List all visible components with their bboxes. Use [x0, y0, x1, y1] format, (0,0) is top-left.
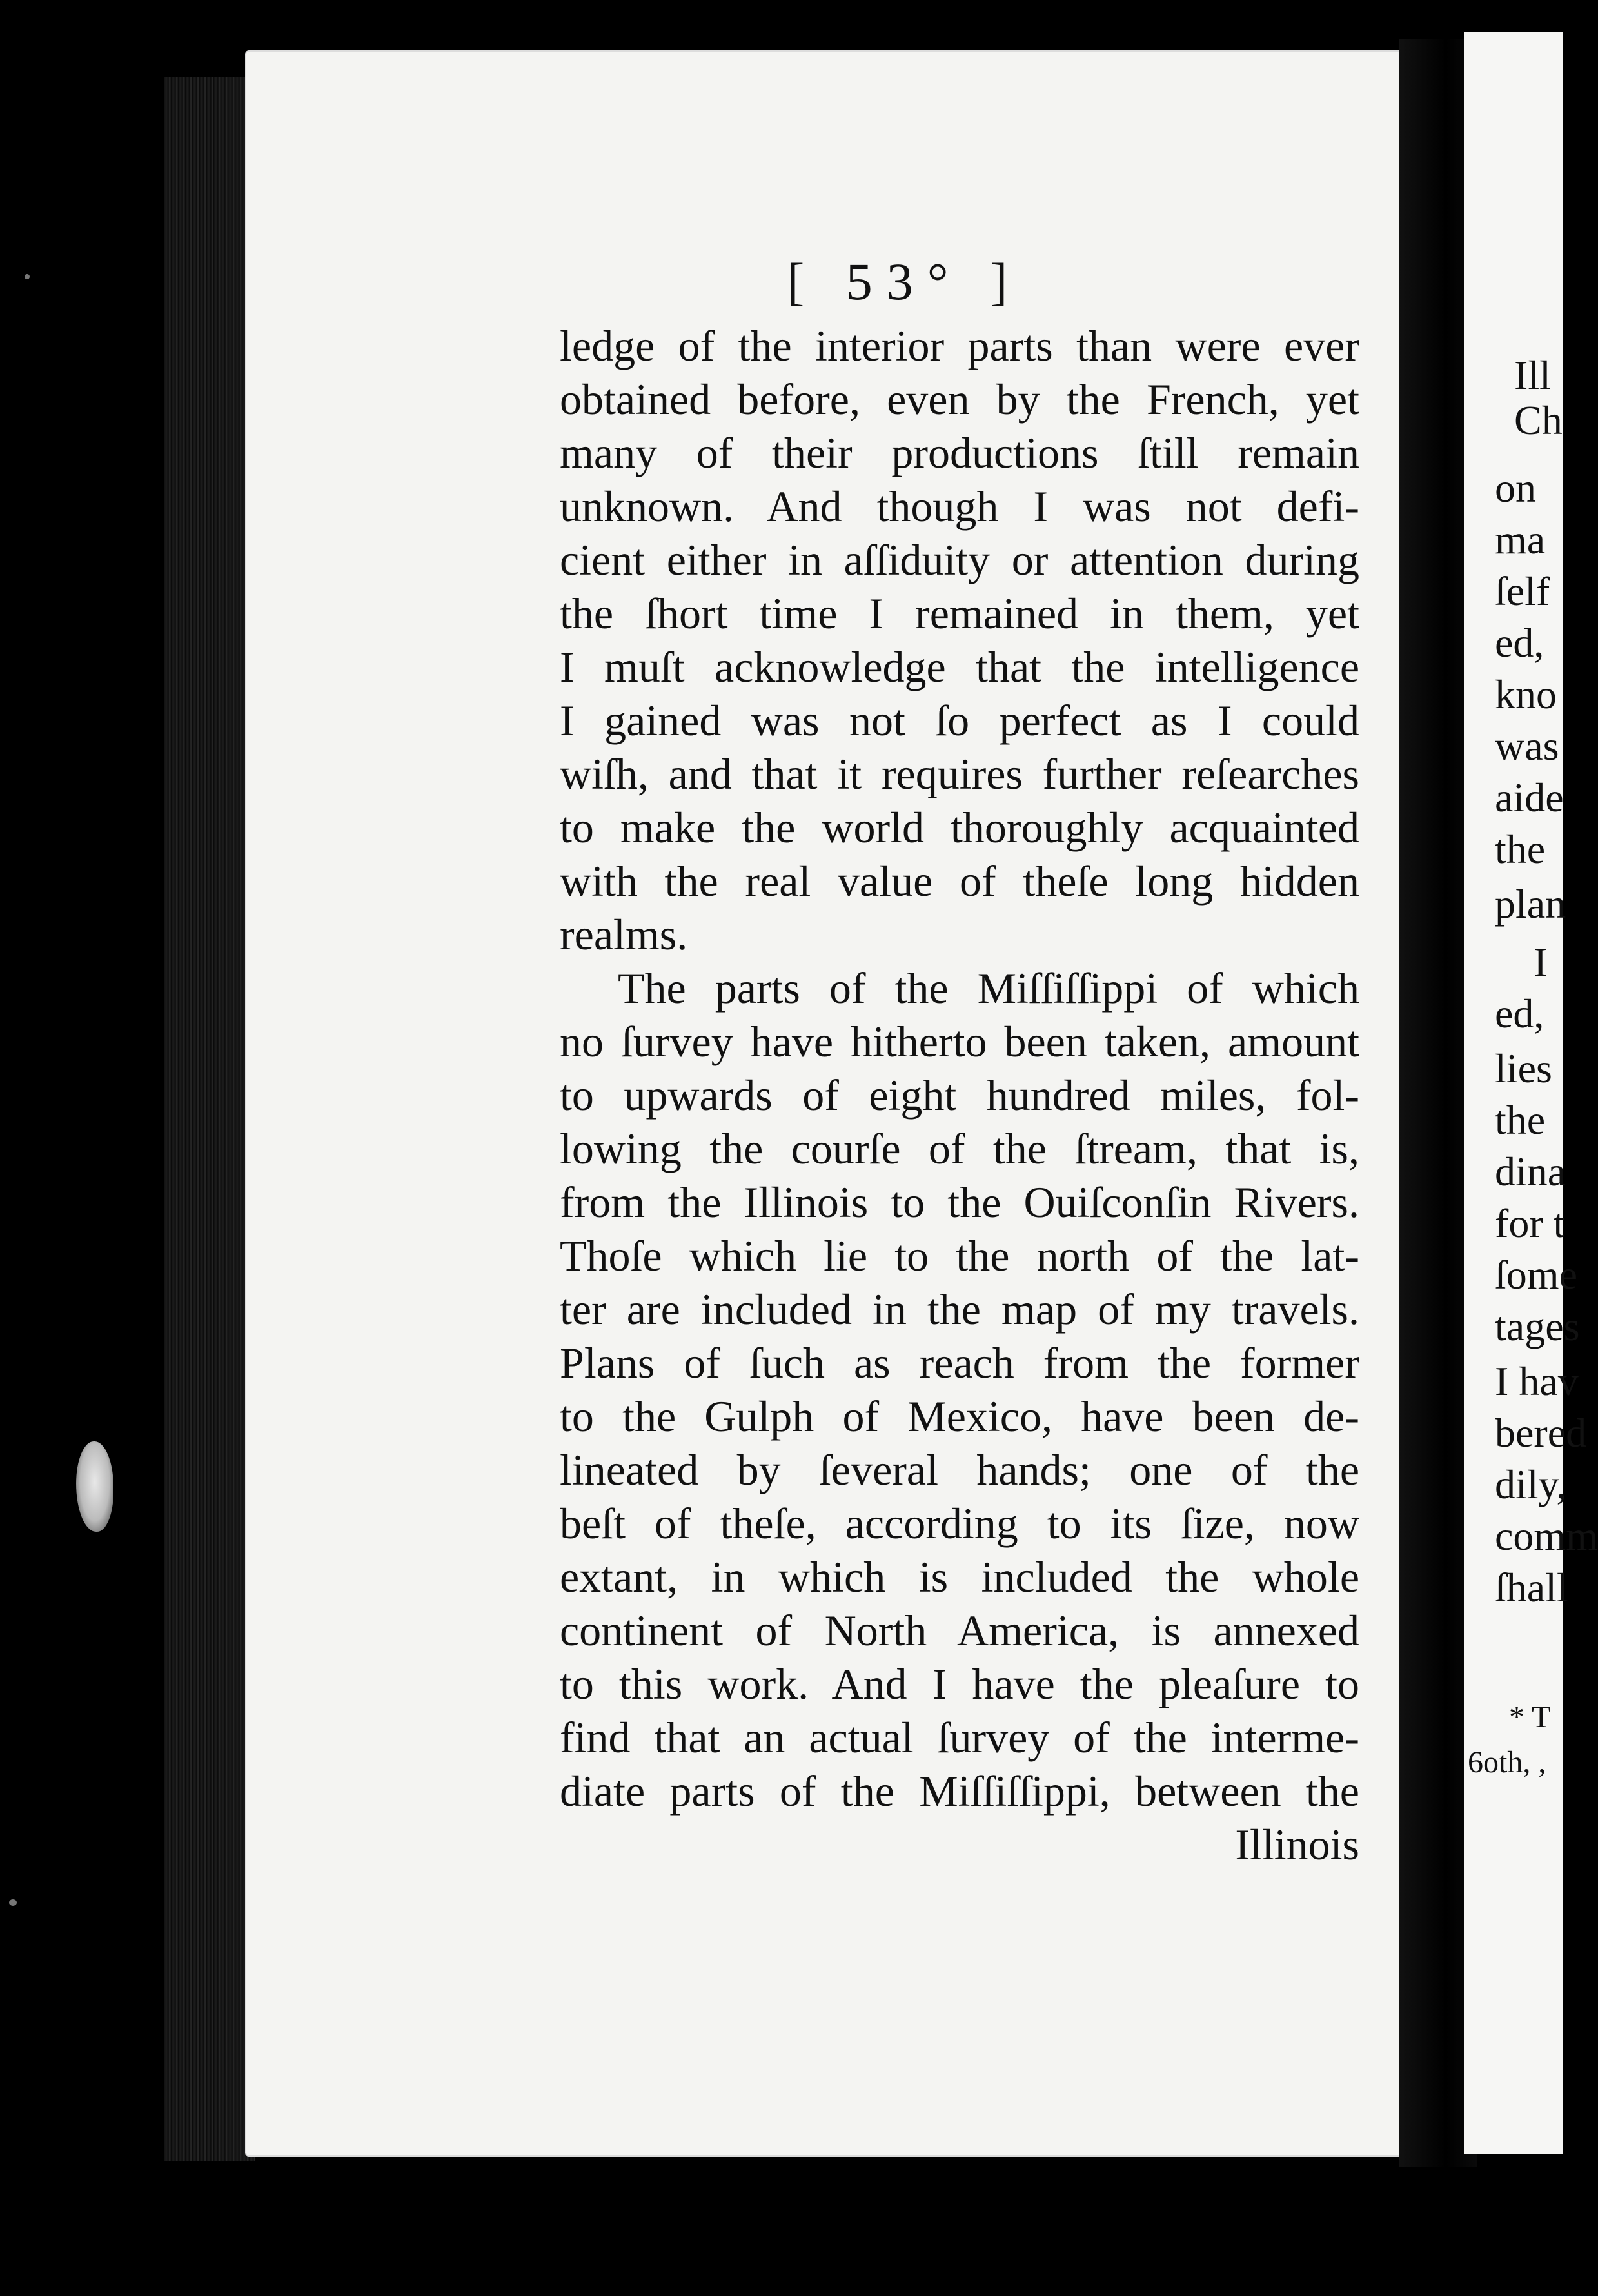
right-page-fragment: ed,: [1495, 620, 1544, 666]
text-line: with the real value of theſe long hidden: [560, 856, 1359, 906]
text-line: from the Illinois to the Ouiſconſin Rivers.: [560, 1178, 1359, 1227]
right-page-fragment: on: [1495, 465, 1536, 511]
text-line: I muſt acknowledge that the intelligence: [560, 642, 1359, 691]
text-line: diate parts of the Miſſiſſippi, between the: [560, 1767, 1359, 1816]
right-page-fragment: dina: [1495, 1149, 1566, 1194]
text-line: realms.: [560, 910, 688, 959]
right-page-fragment: ſelf: [1495, 568, 1550, 614]
text-line: Plans of ſuch as reach from the former: [560, 1338, 1359, 1387]
text-line: to the Gulph of Mexico, have been de-: [560, 1392, 1359, 1441]
text-line: the ſhort time I remained in them, yet: [560, 589, 1359, 638]
text-line: to this work. And I have the pleaſure to: [560, 1659, 1359, 1708]
paragraph-start-line: The parts of the Miſſiſſippi of which: [618, 964, 1359, 1013]
text-line: wiſh, and that it requires further reſearches: [560, 749, 1359, 798]
body-text: [560, 319, 1359, 1872]
text-line: cient either in aſſiduity or attention during: [560, 535, 1359, 584]
text-line: lowing the courſe of the ſtream, that is,: [560, 1124, 1359, 1173]
right-page-fragment: ed,: [1495, 991, 1544, 1036]
right-page-fragment: ſhall: [1495, 1565, 1568, 1610]
right-page-fragment: lies: [1495, 1045, 1552, 1091]
right-page-fragment: Ch: [1514, 397, 1563, 443]
text-line: find that an actual ſurvey of the interme-: [560, 1713, 1359, 1762]
text-line: to make the world thoroughly acquainted: [560, 803, 1359, 852]
right-page-fragment: comm: [1495, 1513, 1598, 1559]
right-page-fragment: bered: [1495, 1410, 1587, 1456]
text-line: ter are included in the map of my travels.: [560, 1285, 1359, 1334]
right-page-fragment: plan: [1495, 881, 1566, 927]
text-line: many of their productions ſtill remain: [560, 428, 1359, 477]
text-line: no ſurvey have hitherto been taken, amount: [560, 1017, 1359, 1066]
right-page-fragment: ſome: [1495, 1252, 1577, 1298]
right-page-fragment: dily,: [1495, 1461, 1567, 1507]
text-line: lineated by ſeveral hands; one of the: [560, 1445, 1359, 1494]
right-page-fragment: kno: [1495, 671, 1557, 717]
dust-speck: [9, 1899, 17, 1906]
text-line: ledge of the interior parts than were ever: [560, 321, 1359, 370]
right-page-fragment: aide: [1495, 775, 1564, 820]
right-page-fragment: tages: [1495, 1303, 1580, 1349]
text-line: I gained was not ſo perfect as I could: [560, 696, 1359, 745]
text-line: to upwards of eight hundred miles, fol-: [560, 1071, 1359, 1120]
right-page-fragment: I hav: [1495, 1358, 1579, 1404]
text-line: extant, in which is included the whole: [560, 1552, 1359, 1601]
catchword: Illinois: [1235, 1820, 1359, 1869]
right-page-fragment: the: [1495, 1097, 1546, 1143]
page-number-header: [ 53° ]: [787, 252, 1022, 311]
book-page-edges: [164, 77, 255, 2161]
right-page-fragment: the: [1495, 826, 1546, 872]
text-line: Thoſe which lie to the north of the lat-: [560, 1231, 1359, 1280]
text-line: obtained before, even by the French, yet: [560, 375, 1359, 424]
text-line: continent of North America, is annexed: [560, 1606, 1359, 1655]
right-page-fragment: was: [1495, 723, 1559, 769]
right-page-fragment: for t: [1495, 1200, 1565, 1246]
right-page-fragment: Ill: [1514, 352, 1551, 398]
page-blot: [76, 1441, 113, 1532]
dust-speck: [25, 274, 30, 279]
right-page-fragment: ma: [1495, 517, 1546, 562]
right-page-fragment: I: [1534, 939, 1548, 985]
right-page-footnote: * T: [1509, 1700, 1551, 1734]
text-line: beſt of theſe, according to its ſize, now: [560, 1499, 1359, 1548]
right-page-footnote: 6oth, ,: [1468, 1745, 1546, 1779]
text-line: unknown. And though I was not defi-: [560, 482, 1359, 531]
